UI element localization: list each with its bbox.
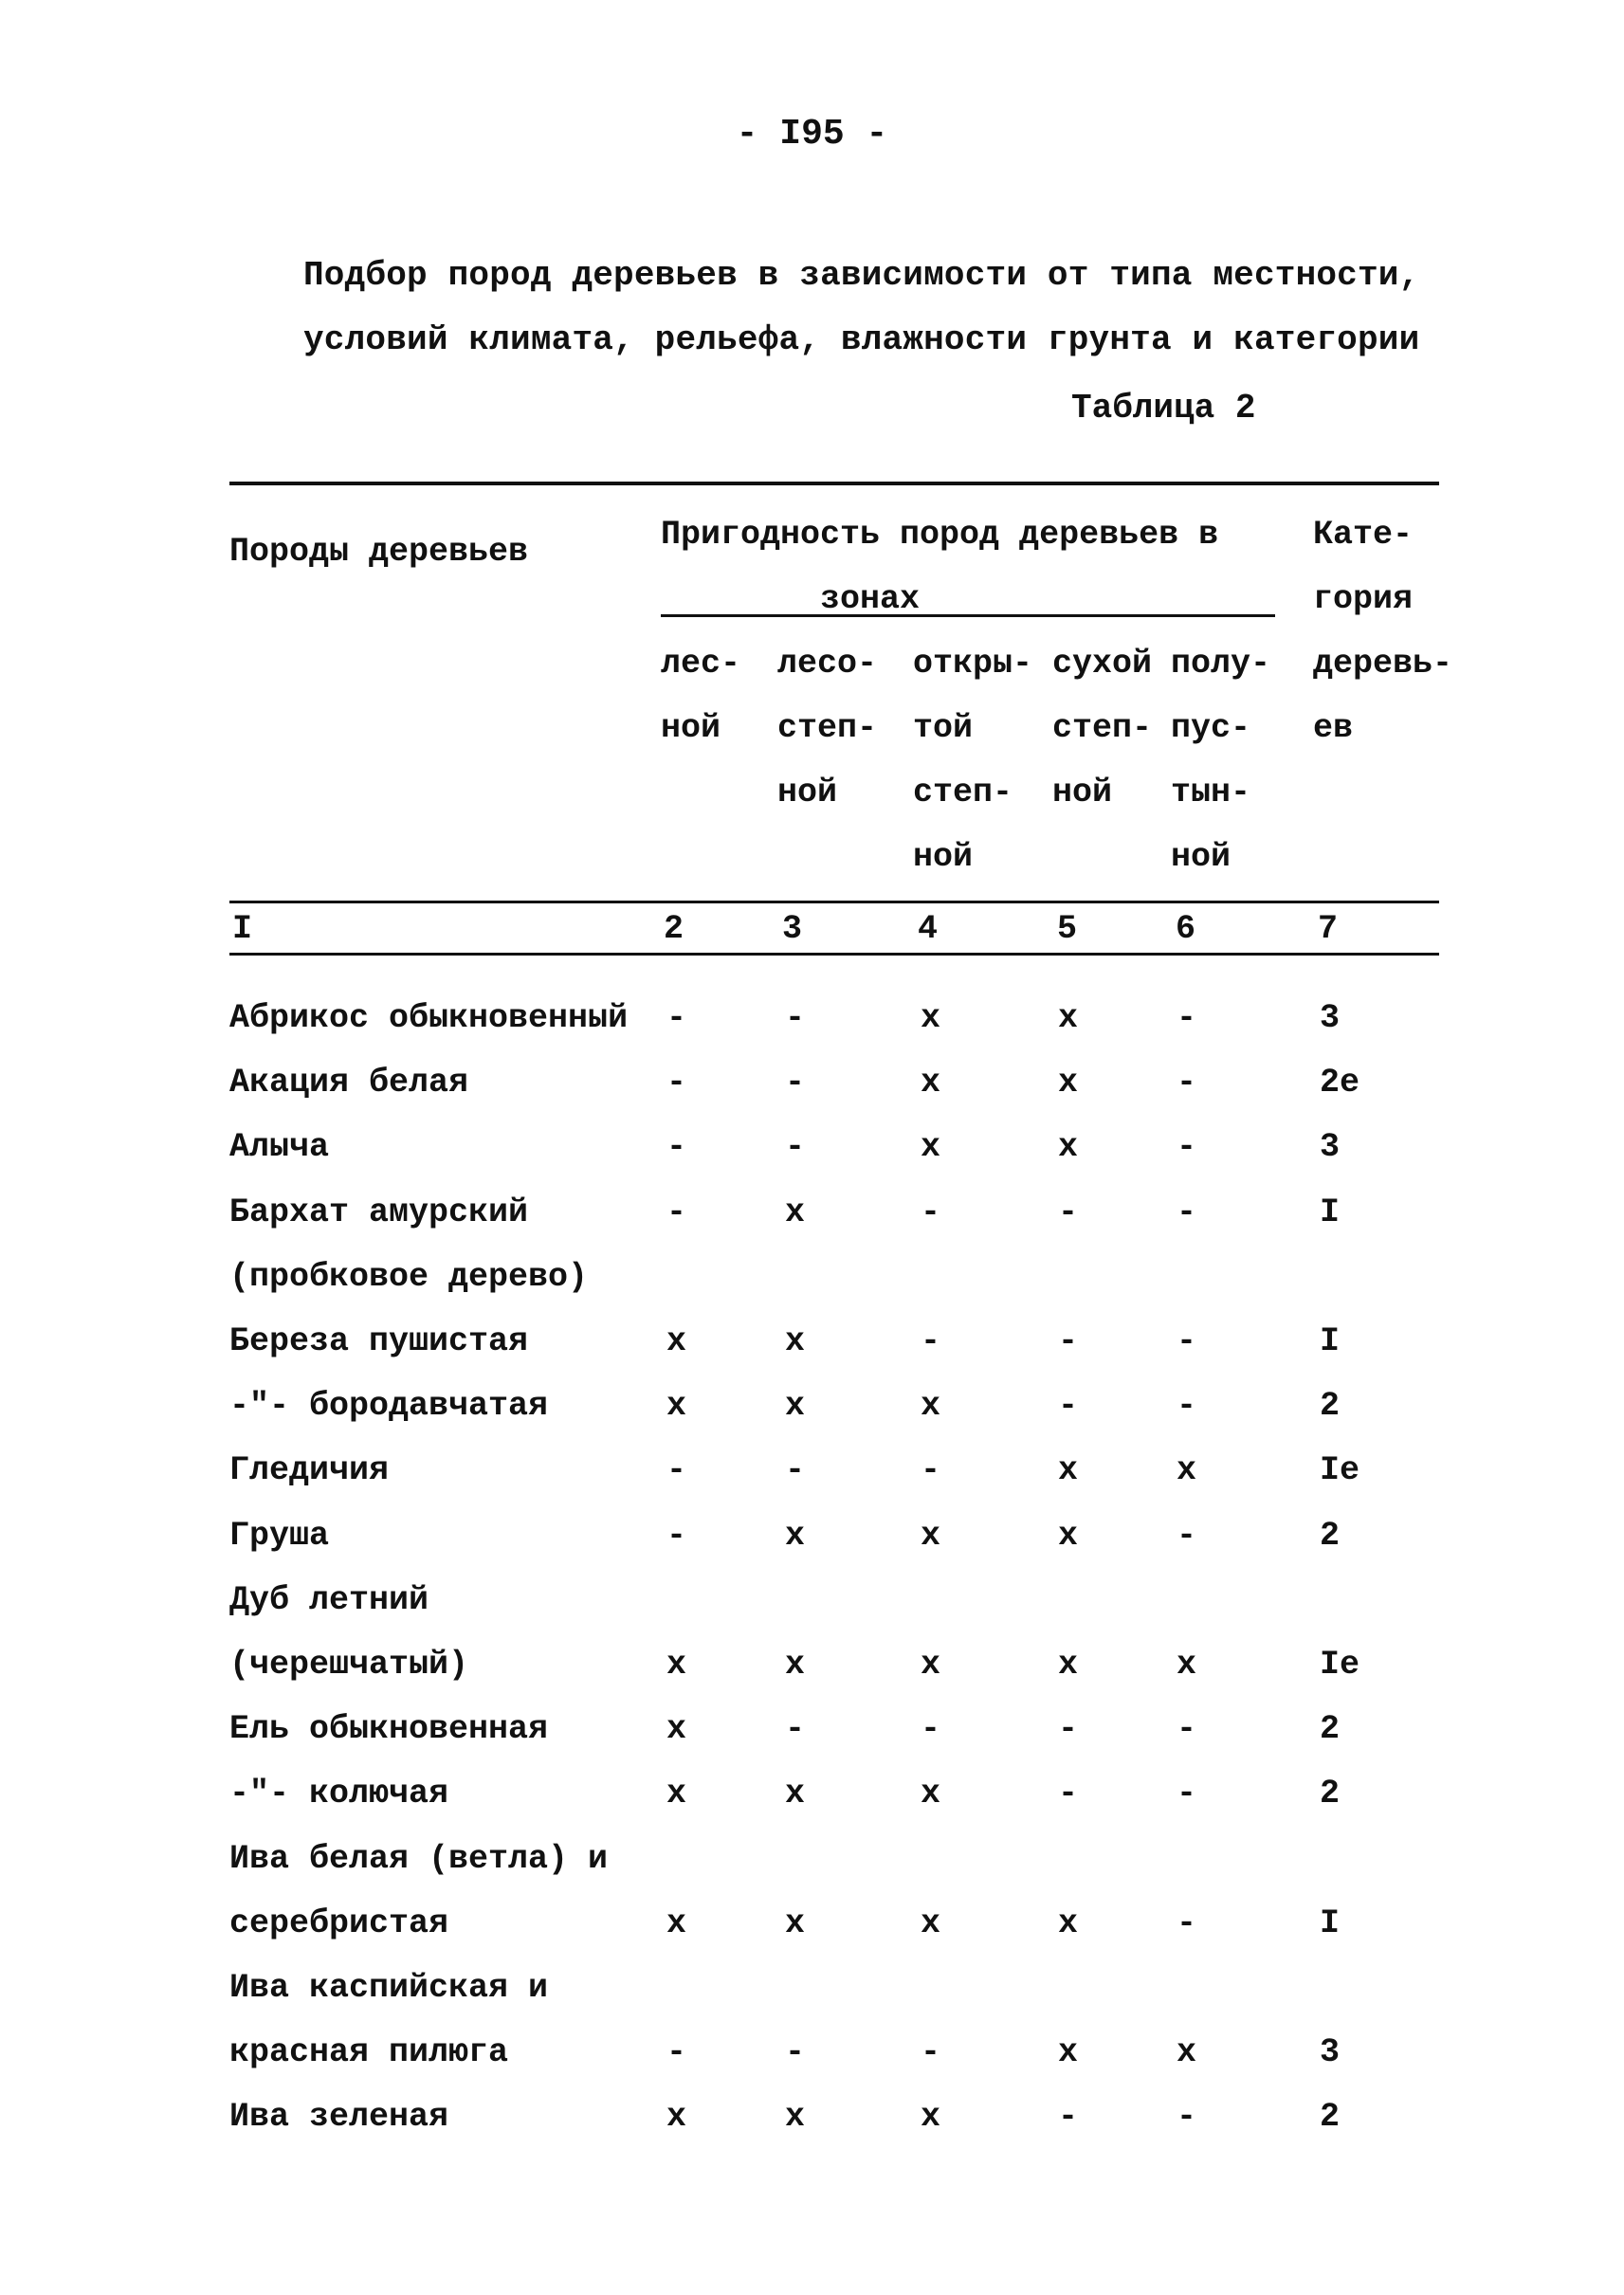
header-zone-forest-steppe: лесо- степ- ной [777,645,878,811]
category-cell: 3 [1320,1128,1341,1167]
zone-suitability-cell: x [921,1775,941,1813]
zone-suitability-cell: x [921,1128,941,1167]
zone-suitability-cell: x [921,1387,941,1426]
zone-suitability-cell: x [921,1516,941,1555]
zone-suitability-cell: x [785,1322,806,1360]
header-zone-forest: лес- ной [661,645,741,747]
zone-suitability-cell: x [1058,1516,1079,1555]
species-name: (черешчатый) [229,1646,469,1684]
zone-suitability-cell: x [1177,2033,1197,2072]
column-number-3: 3 [782,910,803,948]
zone-suitability-cell: x [785,1903,806,1942]
category-cell: 2 [1320,2098,1341,2137]
zone-suitability-cell: x [1058,1451,1079,1490]
zone-suitability-cell: x [1058,1128,1079,1167]
species-name: -"- колючая [229,1775,449,1813]
species-name: Ива зеленая [229,2098,449,2137]
zone-suitability-cell: x [1058,1646,1079,1684]
species-name: Бархат амурский [229,1193,529,1231]
zone-suitability-cell: - [1177,1903,1197,1942]
table-label: Таблица 2 [1071,389,1256,428]
header-zone-semi-desert: полу- пус- тын- ной [1171,645,1271,876]
page-number: - I95 - [736,114,888,155]
zone-suitability-cell: x [1058,1903,1079,1942]
zone-suitability-cell: - [1177,2098,1197,2137]
zone-suitability-cell: - [666,1516,687,1555]
zone-suitability-cell: - [921,1710,941,1749]
zone-suitability-cell: - [666,1193,687,1231]
column-number-1: I [232,910,253,948]
zone-suitability-cell: - [1058,1322,1079,1360]
zone-suitability-cell: - [1058,2098,1079,2137]
zone-suitability-cell: - [666,1451,687,1490]
species-name: красная пилюга [229,2033,509,2072]
column-number-7: 7 [1318,910,1339,948]
zone-suitability-cell: x [785,1387,806,1426]
zone-suitability-cell: x [921,1646,941,1684]
species-name: Береза пушистая [229,1322,529,1360]
zone-suitability-cell: x [921,2098,941,2137]
category-cell: 3 [1320,2033,1341,2072]
header-zone-dry-steppe: сухой степ- ной [1052,645,1153,811]
zone-suitability-cell: - [1058,1193,1079,1231]
zone-suitability-cell: x [785,1775,806,1813]
zone-suitability-cell: x [921,1903,941,1942]
zone-suitability-cell: - [1177,1128,1197,1167]
table-title-line-1: Подбор пород деревьев в зависимости от типа местности, [303,256,1420,295]
zone-suitability-cell: - [921,2033,941,2072]
category-cell: 3 [1320,999,1341,1037]
header-bottom-rule [229,901,1439,903]
zone-suitability-cell: x [785,1516,806,1555]
zone-suitability-cell: x [666,2098,687,2137]
zone-suitability-cell: - [785,1128,806,1167]
zone-suitability-cell: - [785,1710,806,1749]
zone-suitability-cell: - [785,999,806,1037]
zone-suitability-cell: - [666,1064,687,1102]
zone-suitability-cell: x [785,1193,806,1231]
table-title-line-2: условий климата, рельефа, влажности грунта и категории [303,320,1420,359]
zone-suitability-cell: - [1177,1516,1197,1555]
zone-suitability-cell: - [1177,999,1197,1037]
species-name: Ива белая (ветла) и [229,1839,609,1878]
zone-suitability-cell: x [921,999,941,1037]
zone-suitability-cell: - [666,1128,687,1167]
zone-suitability-cell: x [666,1775,687,1813]
category-cell: 2 [1320,1387,1341,1426]
category-cell: I [1320,1193,1341,1231]
species-name: Груша [229,1516,330,1555]
zone-suitability-cell: x [666,1710,687,1749]
header-suitability: Пригодность пород деревьев в [661,516,1219,554]
zone-suitability-cell: - [785,1064,806,1102]
zone-suitability-cell: x [785,2098,806,2137]
header-zone-open-steppe: откры- той степ- ной [913,645,1033,876]
zone-suitability-cell: - [921,1322,941,1360]
zone-suitability-cell: - [1058,1775,1079,1813]
header-category: Кате- гория деревь- ев [1313,516,1453,747]
zones-underline [661,614,1275,617]
zone-suitability-cell: x [1058,1064,1079,1102]
category-cell: 2 [1320,1710,1341,1749]
zone-suitability-cell: - [1177,1064,1197,1102]
zone-suitability-cell: - [1177,1387,1197,1426]
zone-suitability-cell: x [666,1322,687,1360]
category-cell: I [1320,1322,1341,1360]
category-cell: I [1320,1903,1341,1942]
species-name: Дуб летний [229,1580,429,1619]
species-name: Гледичия [229,1451,390,1490]
zone-suitability-cell: - [1177,1775,1197,1813]
category-cell: 2е [1320,1064,1360,1102]
species-name: серебристая [229,1903,449,1942]
header-species: Породы деревьев [229,533,529,571]
table-top-rule [229,482,1439,485]
zone-suitability-cell: x [1177,1451,1197,1490]
column-number-6: 6 [1176,910,1196,948]
zone-suitability-cell: - [1177,1710,1197,1749]
zone-suitability-cell: x [1058,999,1079,1037]
zone-suitability-cell: - [1177,1322,1197,1360]
zone-suitability-cell: - [666,2033,687,2072]
zone-suitability-cell: x [1058,2033,1079,2072]
zone-suitability-cell: - [666,999,687,1037]
zone-suitability-cell: - [785,2033,806,2072]
species-name: Ива каспийская и [229,1969,549,2007]
zone-suitability-cell: - [921,1193,941,1231]
column-numbers-rule [229,953,1439,956]
category-cell: Iе [1320,1451,1360,1490]
species-name: (пробковое дерево) [229,1257,589,1296]
species-name: Алыча [229,1128,330,1167]
column-number-4: 4 [918,910,939,948]
column-number-5: 5 [1057,910,1078,948]
category-cell: 2 [1320,1775,1341,1813]
species-name: Абрикос обыкновенный [229,999,629,1037]
zone-suitability-cell: - [1058,1387,1079,1426]
zone-suitability-cell: x [785,1646,806,1684]
zone-suitability-cell: - [1058,1710,1079,1749]
category-cell: 2 [1320,1516,1341,1555]
category-cell: Iе [1320,1646,1360,1684]
species-name: Ель обыкновенная [229,1710,549,1749]
zone-suitability-cell: - [921,1451,941,1490]
species-name: -"- бородавчатая [229,1387,549,1426]
header-zones: зонах [820,580,921,618]
zone-suitability-cell: x [666,1903,687,1942]
zone-suitability-cell: x [921,1064,941,1102]
zone-suitability-cell: x [666,1646,687,1684]
zone-suitability-cell: x [1177,1646,1197,1684]
column-number-2: 2 [664,910,684,948]
zone-suitability-cell: - [1177,1193,1197,1231]
zone-suitability-cell: x [666,1387,687,1426]
zone-suitability-cell: - [785,1451,806,1490]
species-name: Акация белая [229,1064,469,1102]
